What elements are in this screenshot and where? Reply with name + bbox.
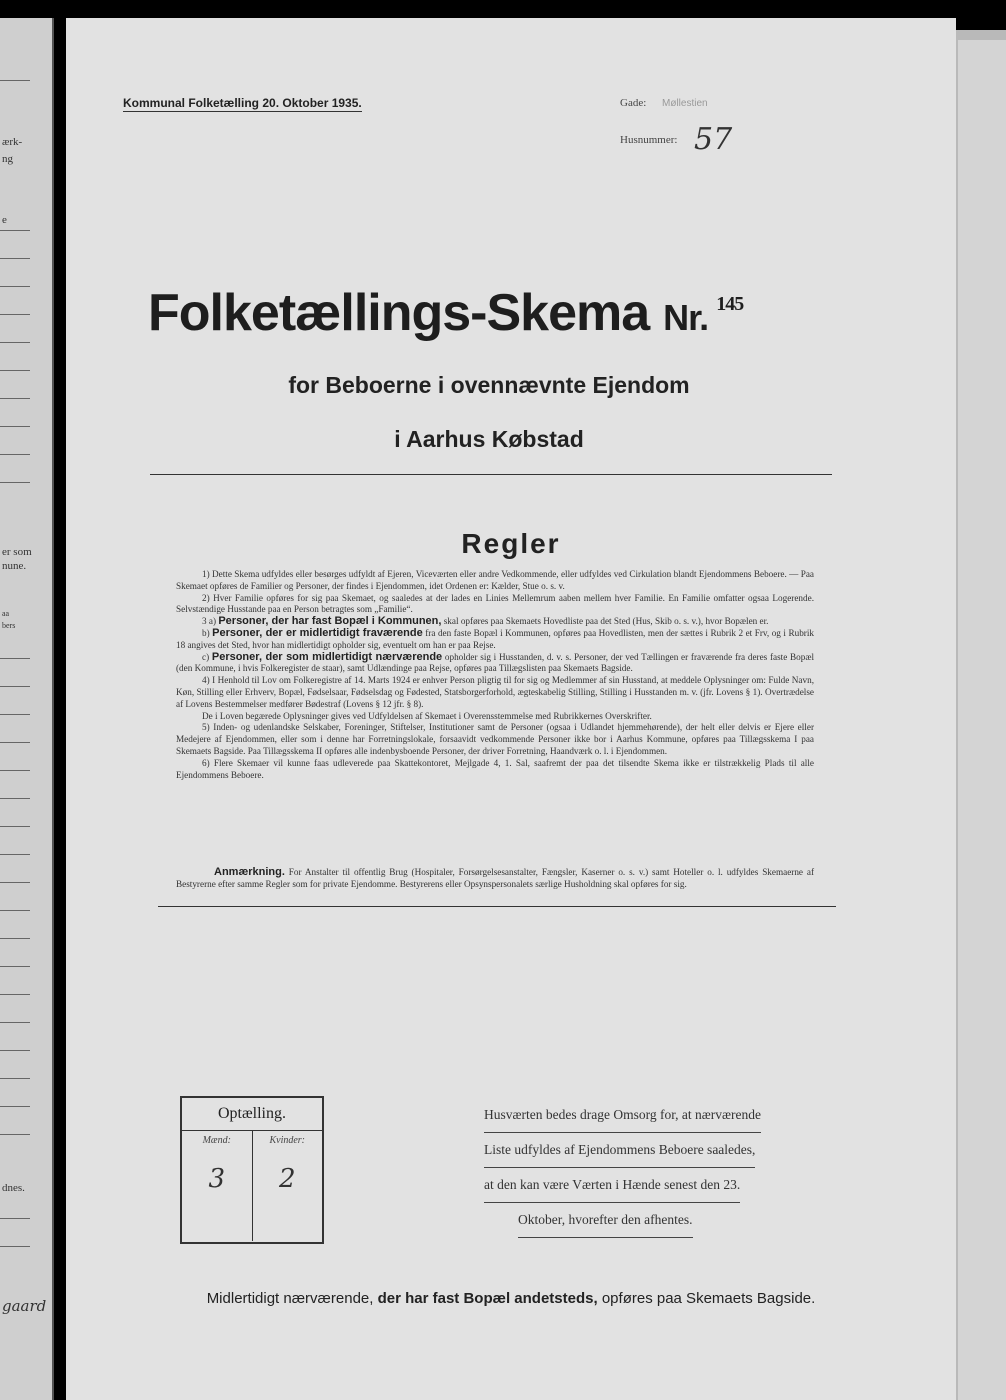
left-fragment: er som <box>2 546 32 558</box>
women-column <box>252 1131 323 1241</box>
form-subtitle-2: i Aarhus Købstad <box>394 426 584 452</box>
rules-heading: Regler <box>461 528 561 559</box>
divider-bottom <box>158 906 836 907</box>
street-value: Møllestien <box>662 98 708 109</box>
street-label: Gade: <box>620 97 647 109</box>
left-fragment: e <box>2 214 7 226</box>
form-title-main: Folketællings-Skema <box>148 284 650 342</box>
divider-top <box>150 474 832 475</box>
remark-text: For Anstalter til offentlig Brug (Hospitaler, Forsørgelsesanstalter, Fængsler, Kaserner o. s. v.) samt Hoteller o. l. udfyldes Skemaerne af Bestyrerne efter samme Regler som for private Ejendomme. Bestyrerens eller Opsynspersonalets særlige Husholdning skal opføres for sig. <box>176 867 815 889</box>
rule-3b: b) Personer, der er midlertidigt fraværende fra den faste Bopæl i Kommunen, opføres paa Hovedlisten, men der sættes i Rubrik 2 et Frv, og i Rubrik 18 angives det Sted, hvor han midlertidigt opholder sig, eventuelt om han er paa Rejse. <box>176 626 814 650</box>
left-fragment: ærk- <box>2 136 23 148</box>
count-box-title: Optælling. <box>182 1098 322 1131</box>
notice-line: at den kan være Værten i Hænde senest den 23. <box>484 1168 740 1203</box>
rule-4b: De i Loven begærede Oplysninger gives ved Udfyldelsen af Skemaet i Overensstemmelse med Rubrikkernes Overskrifter. <box>202 710 652 721</box>
landlord-notice <box>484 1098 816 1238</box>
count-box <box>180 1096 324 1244</box>
house-number-label: Husnummer: <box>620 134 678 146</box>
footer-note: Midlertidigt nærværende, der har fast Bopæl andetsteds, opføres paa Skemaets Bagside. <box>206 1290 816 1307</box>
form-number-value: 145 <box>716 293 744 315</box>
remark <box>176 867 814 891</box>
rule-6: 6) Flere Skemaer vil kunne faas udleverede paa Skattekontoret, Mejlgade 4, 1. Sal, saafremt der paa det tilsendte Skema ikke er tilstrækkelig Plads til alle Ejendommens Beboere. <box>176 757 814 780</box>
men-count: 3 <box>208 1164 226 1194</box>
remark-lead: Anmærkning. <box>214 866 285 878</box>
left-handwriting: gaard <box>2 1297 47 1315</box>
rule-3a: 3 a) Personer, der har fast Bopæl i Kommunen, skal opføres paa Skemaets Hovedliste paa det Sted (Hus, Skib o. s. v.), hvor Bopælen er. <box>202 615 769 628</box>
rule-1: 1) Dette Skema udfyldes eller besørges udfyldt af Ejeren, Viceværten eller andre Vedkommende, eller udfyldes ved Cirkulation blandt Ejendommens Beboere. — Paa Skemaet opføres de Familier og Personer, der findes i Ejendommen, idet Ordenen er: Kælder, Stue o. s. v. <box>176 569 814 591</box>
left-fragment: aa <box>2 609 10 618</box>
notice-line: Liste udfyldes af Ejendommens Beboere saaledes, <box>484 1133 755 1168</box>
men-column <box>182 1131 252 1241</box>
census-header: Kommunal Folketælling 20. Oktober 1935. <box>123 96 362 110</box>
census-form-page <box>66 18 956 1400</box>
rules-text <box>176 569 814 781</box>
men-label: Mænd: <box>202 1135 231 1146</box>
left-fragment: nune. <box>2 560 27 572</box>
rule-5: 5) Inden- og udenlandske Selskaber, Foreninger, Stiftelser, Institutioner samt de Personer (ogsaa i Udlandet hjemmehørende), der helt eller delvis er Ejere eller Medejere af Ejendommen, eller som i denne har Forretningslokale, forsaavidt vedkommende Personer ikke bor i Aarhus Kommune, opføres paa Tillægsskema I paa Skemaets Bagside. Paa Tillægsskema II opføres alle indenbysboende Personer, der driver Forretning, Haandværk o. l. i Ejendommen. <box>176 722 814 756</box>
left-fragment: bers <box>2 621 16 630</box>
rule-4: 4) I Henhold til Lov om Folkeregistre af 14. Marts 1924 er enhver Person pligtig til for sig og Medlemmer af sin Husstand, at meddele Oplysninger om: Fulde Navn, Køn, Stilling eller Erhverv, Bopæl, Fødselsaar, Fødselsdag og Fødested, Statsborgerforhold, ægteskabelig Stilling, Stilling i Husstanden m. v. (jfr. Lovens § 1). Overtrædelse af Lovens Bestemmelser medfører Bødestraf (Lovens § 12 jfr. § 8). <box>176 675 814 709</box>
form-number-label: Nr. <box>663 297 709 338</box>
women-count: 2 <box>278 1164 296 1194</box>
notice-line: Husværten bedes drage Omsorg for, at nærværende <box>484 1098 761 1133</box>
notice-line: Oktober, hvorefter den afhentes. <box>518 1203 693 1238</box>
form-title <box>148 283 743 343</box>
left-fragment: ng <box>2 153 13 165</box>
form-subtitle-1: for Beboerne i ovennævnte Ejendom <box>288 372 690 398</box>
house-number-value: 57 <box>694 122 733 157</box>
rule-3c: c) Personer, der som midlertidigt nærværende opholder sig i Husstanden, d. v. s. Personer, der ved Tællingen er fraværende fra deres faste Bopæl (den Kommune, i hvis Folkeregister de staar), samt Udlændinge paa Rejse, opføres paa Tillægslisten paa Skemaets Bagside. <box>176 650 815 674</box>
rule-2: 2) Hver Familie opføres for sig paa Skemaet, og saaledes at der lades en Linies Mellemrum aaben mellem hver Familie. En Familie omfatter ogsaa Logerende. Selvstændige Husstande paa en Person betragtes som „Familie“. <box>176 592 814 615</box>
right-page-edge-inner <box>958 40 1006 1400</box>
women-label: Kvinder: <box>269 1135 306 1146</box>
left-page-edge <box>0 18 54 1400</box>
left-fragment: dnes. <box>2 1182 25 1194</box>
